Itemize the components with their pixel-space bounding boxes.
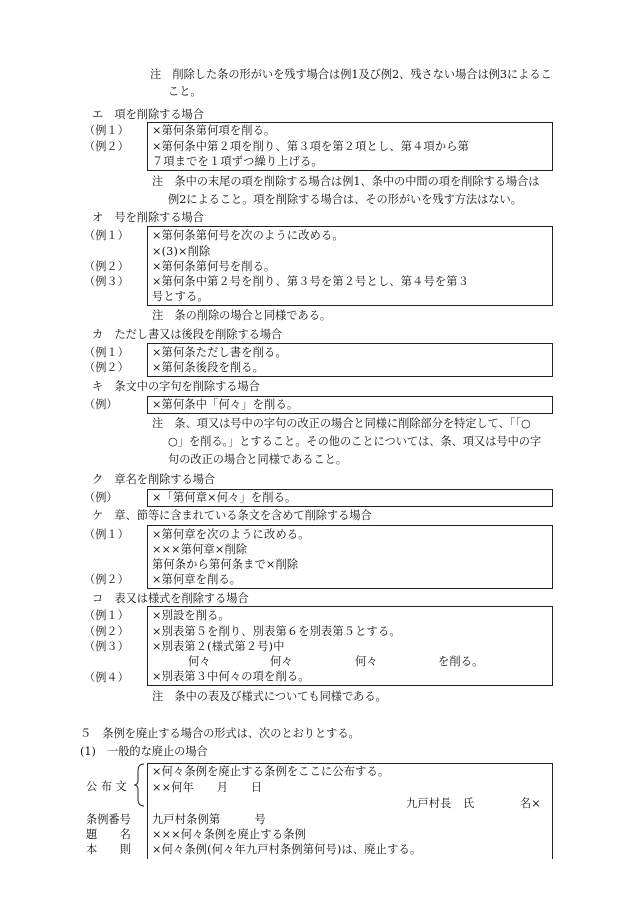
box-line: ×第何章を削る。 (152, 573, 242, 586)
example-label: （例２） (84, 361, 129, 374)
box-line: ×××第何章×削除 (152, 543, 248, 556)
example-label: （例２） (84, 260, 129, 273)
section-e-note-line2: 例2によること。項を削除する場合は、その形がいを残す方法はない。 (168, 193, 522, 206)
intro-note-line1: 注 削除した条の形がいを残す場合は例1及び例2、残さない場合は例3によるこ (150, 68, 552, 81)
example-label: （例１） (84, 346, 129, 359)
box-line: ７項までを１項ずつ繰り上げる。 (152, 155, 323, 168)
box-line: ×「第何章×何々」を削る。 (152, 491, 297, 504)
section-ko-note: 注 条中の表及び様式についても同様である。 (152, 690, 387, 703)
box-line-mayor: 九戸村長 氏 名× (406, 797, 541, 810)
box-line: ×第何条第何号を削る。 (152, 260, 276, 273)
box-line: ×第何条第何項を削る。 (152, 124, 276, 137)
example-box-ke (147, 525, 553, 589)
example-label: （例１） (84, 609, 129, 622)
example-label: （例） (84, 491, 118, 504)
box-column-text: を削る。 (438, 655, 484, 668)
box-line: 号とする。 (152, 290, 209, 303)
box-line: ×××何々条例を廃止する条例 (152, 828, 306, 841)
form-label-promulgation: 公 布 文 (86, 780, 127, 793)
example-label: （例３） (84, 275, 129, 288)
form-label-body: 本 則 (86, 843, 131, 856)
box-column-text: 何々 (270, 655, 293, 668)
form-label-title: 題 名 (86, 828, 131, 841)
section-5-heading: ５ 条例を廃止する場合の形式は、次のとおりとする。 (80, 727, 360, 740)
box-line: ××何年 月 日 (152, 781, 263, 794)
section-e-note-line1: 注 条中の末尾の項を削除する場合は例1、条中の中間の項を削除する場合は (152, 175, 540, 188)
section-o-heading: オ 号を削除する場合 (92, 211, 204, 224)
box-line: ×別表第５を削り、別表第６を別表第５とする。 (152, 625, 401, 638)
section-e-heading: エ 項を削除する場合 (92, 108, 204, 121)
form-label-number: 条例番号 (86, 813, 131, 826)
box-line: ×(3)×削除 (152, 245, 211, 258)
section-ki-note-line3: 句の改正の場合と同様であること。 (168, 453, 348, 466)
example-label: （例３） (84, 640, 129, 653)
box-line: ×何々条例(何々年九戸村条例第何号)は、廃止する。 (152, 843, 422, 856)
example-label: （例） (84, 398, 118, 411)
box-line: ×別表第２(様式第２号)中 (152, 640, 285, 653)
example-label: （例２） (84, 625, 129, 638)
intro-note-line2: こと。 (168, 85, 202, 98)
section-ki-note-line2: ○」を削る。」とすること。その他のことについては、条、項又は号中の字 (168, 435, 542, 448)
section-ka-heading: カ ただし書又は後段を削除する場合 (92, 328, 283, 341)
example-label: （例１） (84, 528, 129, 541)
box-column-text: 何々 (355, 655, 378, 668)
box-line: ×第何条第何号を次のように改める。 (152, 229, 344, 242)
abolition-form-box (147, 763, 553, 859)
box-line: ×第何条中「何々」を削る。 (152, 398, 299, 411)
box-line: ×第何条中第２項を削り、第３項を第２項とし、第４項から第 (152, 140, 470, 153)
example-box-e (147, 122, 553, 171)
example-box-ka (147, 343, 553, 377)
example-box-ko (147, 606, 553, 686)
example-box-ki (147, 396, 553, 414)
box-line: ×第何条中第２号を削り、第３号を第２号とし、第４号を第３ (152, 275, 470, 288)
box-column-text: 何々 (188, 655, 211, 668)
left-brace-icon (133, 763, 145, 807)
section-ki-note-line1: 注 条、項又は号中の字句の改正の場合と同様に削除部分を特定して、「「○ (152, 417, 531, 430)
example-label: （例２） (84, 573, 129, 586)
section-ko-heading: コ 表又は様式を削除する場合 (92, 592, 249, 605)
example-box-o (147, 226, 553, 306)
box-line: ×別設を削る。 (152, 609, 230, 622)
example-box-ku (147, 489, 553, 507)
box-line: ×何々条例を廃止する条例をここに公布する。 (152, 765, 390, 778)
section-ke-heading: ケ 章、節等に含まれている条文を含めて削除する場合 (92, 509, 372, 522)
example-label: （例１） (84, 124, 129, 137)
section-ki-heading: キ 条文中の字句を削除する場合 (92, 380, 260, 393)
box-line: ×第何条ただし書を削る。 (152, 346, 287, 359)
section-5-subheading: (1) 一般的な廃止の場合 (80, 745, 208, 758)
example-label: （例１） (84, 229, 129, 242)
box-line: ×別表第３中何々の項を削る。 (152, 670, 310, 683)
example-label: （例２） (84, 140, 129, 153)
example-label: （例４） (84, 671, 129, 684)
box-line: ×第何条後段を削る。 (152, 361, 265, 374)
section-o-note: 注 条の削除の場合と同様である。 (152, 309, 332, 322)
section-ku-heading: ク 章名を削除する場合 (92, 473, 216, 486)
box-line: ×第何章を次のように改める。 (152, 528, 310, 541)
box-line: 第何条から第何条まで×削除 (152, 558, 299, 571)
box-line: 九戸村条例第 号 (152, 813, 266, 826)
